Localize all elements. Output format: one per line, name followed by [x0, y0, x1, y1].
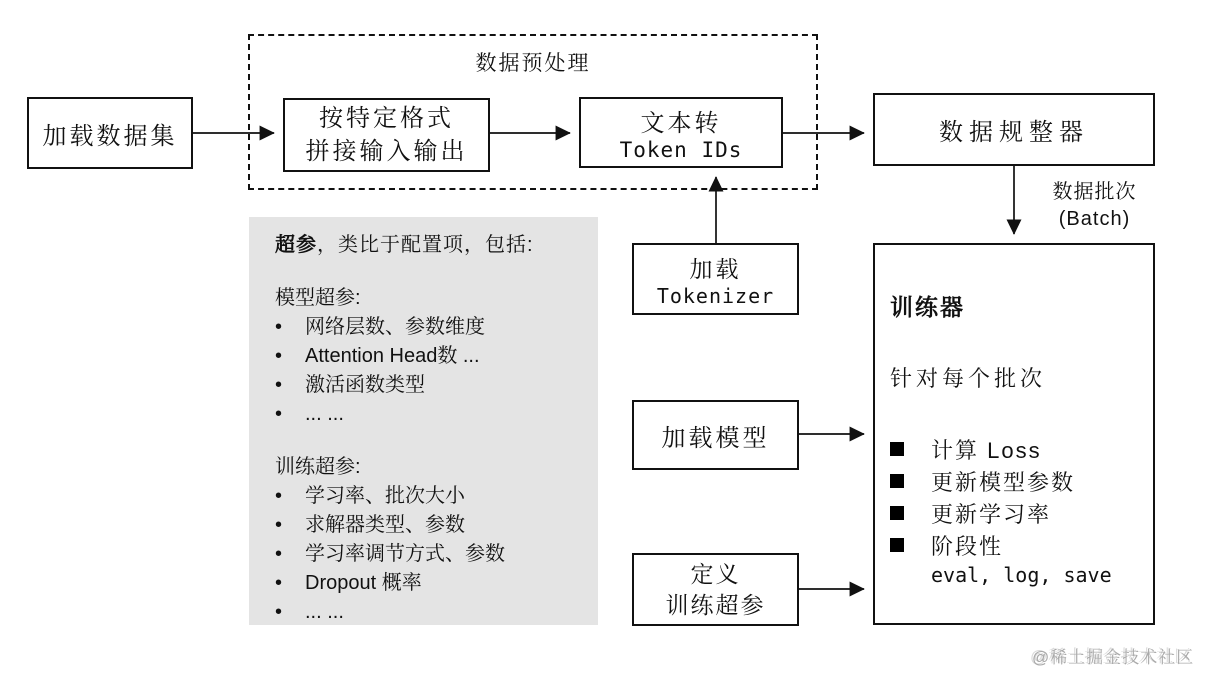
- text-to-token-line1: 文本转: [640, 110, 722, 137]
- hyperparam-note-title-bold: 超参: [275, 234, 317, 256]
- format-concat-line1: 按特定格式: [319, 105, 454, 132]
- train-hparam-item: • 学习率、批次大小: [275, 482, 588, 511]
- load-model-box: [632, 400, 799, 470]
- preprocess-group-title: 数据预处理: [475, 52, 591, 75]
- trainer-step: [890, 433, 1075, 465]
- train-hparam-item: • ... ...: [275, 598, 588, 627]
- data-collator-label: 数据规整器: [939, 119, 1089, 146]
- hyperparam-note: [249, 217, 598, 625]
- batch-arrow-label: [1022, 179, 1167, 233]
- model-hparam-item: • 激活函数类型: [275, 371, 588, 400]
- trainer-step-label: 更新学习率: [931, 501, 1052, 527]
- load-tokenizer-box: [632, 243, 799, 315]
- text-to-token-line2: Token IDs: [619, 138, 743, 162]
- trainer-step: [890, 497, 1075, 529]
- trainer-step-label: 计算 Loss: [931, 437, 1042, 463]
- trainer-step-label: 阶段性: [931, 533, 1004, 559]
- train-hparam-item: • 求解器类型、参数: [275, 511, 588, 540]
- model-hparams-header: 模型超参:: [275, 287, 361, 309]
- load-tokenizer-line2: Tokenizer: [656, 283, 775, 308]
- data-collator-box: [873, 93, 1155, 166]
- train-hparam-item: • Dropout 概率: [275, 569, 588, 598]
- hyperparam-note-title-rest: ，类比于配置项，包括:: [317, 234, 534, 256]
- load-model-label: 加载模型: [661, 424, 770, 452]
- model-hparam-item: • 网络层数、参数维度: [275, 313, 588, 342]
- train-hparams-list: [275, 482, 588, 627]
- format-concat-box: [283, 98, 490, 172]
- model-hparam-item: • ... ...: [275, 400, 588, 429]
- square-bullet-icon: [890, 442, 904, 456]
- square-bullet-icon: [890, 538, 904, 552]
- trainer-step-label: 更新模型参数: [931, 469, 1076, 495]
- model-hparams-list: [275, 313, 588, 429]
- train-hparams-header: 训练超参:: [275, 456, 361, 478]
- text-to-token-ids-box: [579, 97, 783, 168]
- define-hparams-box: [632, 553, 799, 626]
- model-hparam-item: • Attention Head数 ...: [275, 342, 588, 371]
- square-bullet-icon: [890, 474, 904, 488]
- trainer-step-list: [890, 433, 1075, 561]
- load-dataset-label: 加载数据集: [42, 122, 178, 150]
- batch-label-line1: 数据批次: [1052, 181, 1137, 203]
- trainer-step: [890, 529, 1075, 561]
- trainer-box: [873, 243, 1155, 625]
- load-dataset-box: [27, 97, 193, 169]
- train-hparam-item: • 学习率调节方式、参数: [275, 540, 588, 569]
- model-hparams-section: [275, 284, 588, 429]
- train-hparams-section: [275, 453, 588, 627]
- format-concat-line2: 拼接输入输出: [305, 138, 468, 165]
- trainer-subtitle: 针对每个批次: [890, 366, 1047, 391]
- trainer-step: [890, 465, 1075, 497]
- trainer-title: 训练器: [890, 294, 965, 320]
- trainer-step-note: eval, log, save: [931, 563, 1112, 587]
- define-hparams-line2: 训练超参: [665, 591, 766, 618]
- hyperparam-note-title: [275, 231, 588, 260]
- define-hparams-line1: 定义: [690, 560, 741, 587]
- batch-label-line2: (Batch): [1058, 208, 1131, 230]
- square-bullet-icon: [890, 506, 904, 520]
- load-tokenizer-line1: 加载: [689, 255, 742, 282]
- site-watermark: @稀土掘金技术社区: [1032, 648, 1195, 667]
